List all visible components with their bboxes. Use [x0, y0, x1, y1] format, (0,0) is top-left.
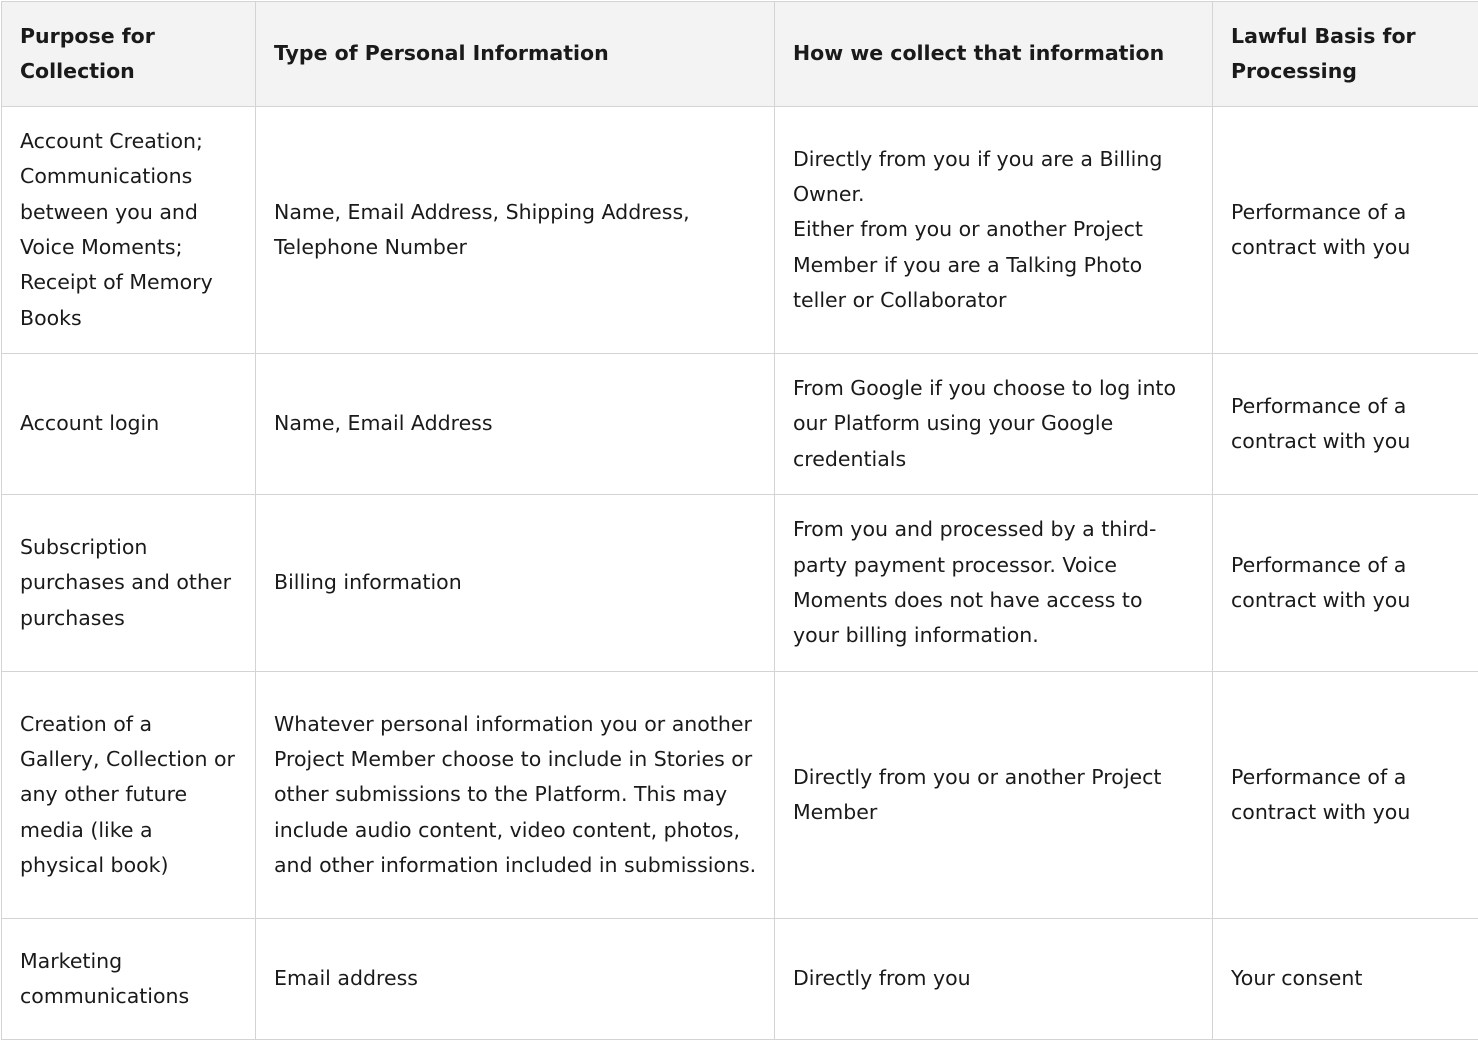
personal-information-table: [1, 1, 1478, 1040]
cell-how-line: From Google if you choose to log into our Platform using your Google credentials: [793, 371, 1195, 477]
cell-purpose: Account login: [2, 354, 256, 495]
cell-how-line: Directly from you: [793, 961, 1195, 996]
cell-how-line: From you and processed by a third-party payment processor. Voice Moments does not have access to your billing information.: [793, 512, 1195, 653]
table-header-row: [2, 2, 1478, 107]
cell-basis: Performance of a contract with you: [1213, 672, 1478, 919]
cell-how-line: Directly from you or another Project Member: [793, 760, 1195, 831]
cell-purpose: Subscription purchases and other purchases: [2, 495, 256, 672]
table-row: [2, 354, 1478, 495]
table-row: [2, 919, 1478, 1040]
header-purpose: Purpose for Collection: [2, 2, 256, 107]
cell-how-line: Directly from you if you are a Billing Owner.: [793, 142, 1195, 213]
cell-purpose: Marketing communications: [2, 919, 256, 1040]
cell-how: [775, 107, 1213, 354]
cell-basis: Performance of a contract with you: [1213, 107, 1478, 354]
cell-type: Whatever personal information you or another Project Member choose to include in Stories or other submissions to the Platform. This may include audio content, video content, photos, and other information included in submissions.: [256, 672, 775, 919]
cell-how: [775, 919, 1213, 1040]
cell-purpose: Creation of a Gallery, Collection or any other future media (like a physical book): [2, 672, 256, 919]
cell-type: Email address: [256, 919, 775, 1040]
cell-how: [775, 354, 1213, 495]
cell-how: [775, 495, 1213, 672]
header-basis: Lawful Basis for Processing: [1213, 2, 1478, 107]
cell-basis: Performance of a contract with you: [1213, 354, 1478, 495]
header-how: How we collect that information: [775, 2, 1213, 107]
cell-basis: Performance of a contract with you: [1213, 495, 1478, 672]
cell-how-line: Either from you or another Project Member if you are a Talking Photo teller or Collaborator: [793, 212, 1195, 318]
cell-type: Name, Email Address: [256, 354, 775, 495]
cell-purpose: Account Creation; Communications between you and Voice Moments; Receipt of Memory Books: [2, 107, 256, 354]
cell-how: [775, 672, 1213, 919]
cell-type: Billing information: [256, 495, 775, 672]
header-type: Type of Personal Information: [256, 2, 775, 107]
table-row: [2, 107, 1478, 354]
table-row: [2, 495, 1478, 672]
cell-type: Name, Email Address, Shipping Address, Telephone Number: [256, 107, 775, 354]
table-row: [2, 672, 1478, 919]
cell-basis: Your consent: [1213, 919, 1478, 1040]
